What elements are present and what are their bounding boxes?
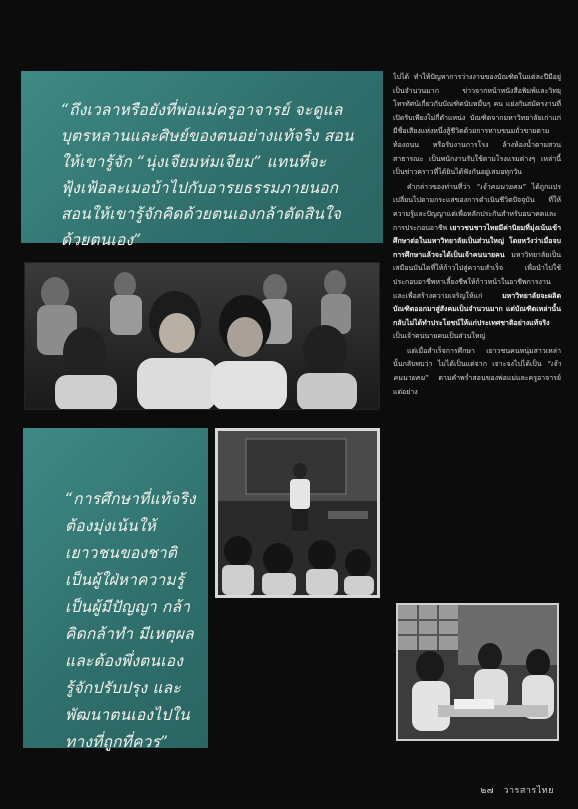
students-group-image [398,605,557,739]
magazine-name: วารสารไทย [503,786,554,796]
pull-quote-bottom-text: “การศึกษาที่แท้จริงต้องมุ่งเน้นให้เยาวชนของชาติเป็นผู้ใฝ่หาความรู้ เป็นผู้มีปัญญา กล้าคิดกล้าทำ มีเหตุผล และต้องพึ่งตนเอง รู้จักปรับปรุง และพัฒนาตนเองไปในทางที่ถูกที่ควร” [65,490,196,751]
article-p2-quote: “เจ้าคนนายคน” [476,182,526,191]
page-number: ๒๗ [480,786,495,796]
article-p3-start: แต่เมื่อสำเร็จการศึกษา เยาวชนคนหนุ่มสาวเหล่านั้นกลับพบว่า ไม่ได้เป็นแต่จาก เจาะจงไปได้เป็น [393,346,561,369]
pull-quote-top [21,71,383,249]
pull-quote-bottom [23,428,208,751]
pull-quote-top-text: “ถึงเวลาหรือยังที่พ่อแม่ครูอาจารย์ จะดูแลบุตรหลานและศิษย์ของตนอย่างแท้จริง สอนให้เขารู้จัก “นุ่งเจียมห่มเจียม” แทนที่จะฟุ้งเฟ้อละเมอบ้าไปกับอารยธรรมภายนอก สอนให้เขารู้จักคิดด้วยตนเองกล้าตัดสินใจด้วยตนเอง” [61,101,354,249]
article-p2-rest: ได้ถูกแปรเปลี่ยนไปตามกระแสของการดำเนินชีวิตปัจจุบัน ที่ให้ความรู้และปัญญาแต่เพื่อหลักประกันสำหรับอนาคตและการประกอบอาชีพ [393,182,561,232]
article-p2-bold2: มหาวิทยาลัยจะผลิตบัณฑิตออกมาสู่สังคมเป็นจำนวนมาก แต่บัณฑิตเหล่านั้นกลับไม่ได้ทำประโยชน์ให้แก่ประเทศชาติอย่างแท้จริง [393,291,561,327]
article-column [393,71,561,591]
article-p2-bold: เยาวชนชาวไทยมีค่านิยมที่มุ่งเน้นเข้าศึกษาต่อในมหาวิทยาลัยเป็นส่วนใหญ่ โดยหวังว่าเมื่อจบการศึกษาแล้วจะได้เป็นเจ้าคนนายคน [393,223,561,259]
article-paragraph-3 [393,345,561,399]
article-p3-rest: ตามคำพร่ำสอนของพ่อแม่และครูอาจารย์แต่อย่าง [393,374,561,396]
classroom-students-photo [24,262,380,410]
students-group-photo [396,603,559,741]
classroom-students-image [25,263,380,410]
article-paragraph-1: ไปได้ ทำให้ปัญหาการว่างงานของบัณฑิตในแต่ละปีมีอยู่เป็นจำนวนมาก ข่าวจากหน้าหนังสือพิมพ์และวิทยุโทรทัศน์เกี่ยวกับบัณฑิตนับหมื่นๆ คน แย่งกันสมัครงานที่เปิดรับเพียงไม่กี่ตำแหน่ง บัณฑิตจากมหาวิทยาลัยเก่าแก่มีชื่อเสียงแห่งหนึ่งสู้ชีวิตด้วยการหาบขนมถั่วขายตามท้องถนน หรือรับงานการโรง ล้างห้องน้ำตามสวนสาธารณะ เป็นพนักงานรับใช้ตามโรงแรมต่างๆ เหล่านี้เป็นข่าวคราวที่ได้ยินได้ฟังกันอยู่เสมอทุกวัน [393,73,561,177]
teacher-classroom-photo [215,428,380,598]
teacher-classroom-image [218,431,377,595]
article-p2-start: คำกล่าวของท่านที่ว่า [407,182,471,191]
page-footer [480,783,554,797]
article-p2-tail: มหาวิทยาลัยเป็นเสมือนบันไดที่ให้ก้าวไปสู่ความสำเร็จ เพื่อนำไปใช้ประกอบอาชีพหาเลี้ยงชีพให้ก้าวหน้าในอาชีพการงาน และเพื่อสร้างความเจริญให้แก่ [393,250,561,300]
article-p2-end: เป็นเจ้าคนนายคนเป็นส่วนใหญ่ [393,332,486,341]
article-p3-quote: “เจ้าคนนายคน” [393,360,561,383]
article-paragraph-2 [393,181,561,344]
